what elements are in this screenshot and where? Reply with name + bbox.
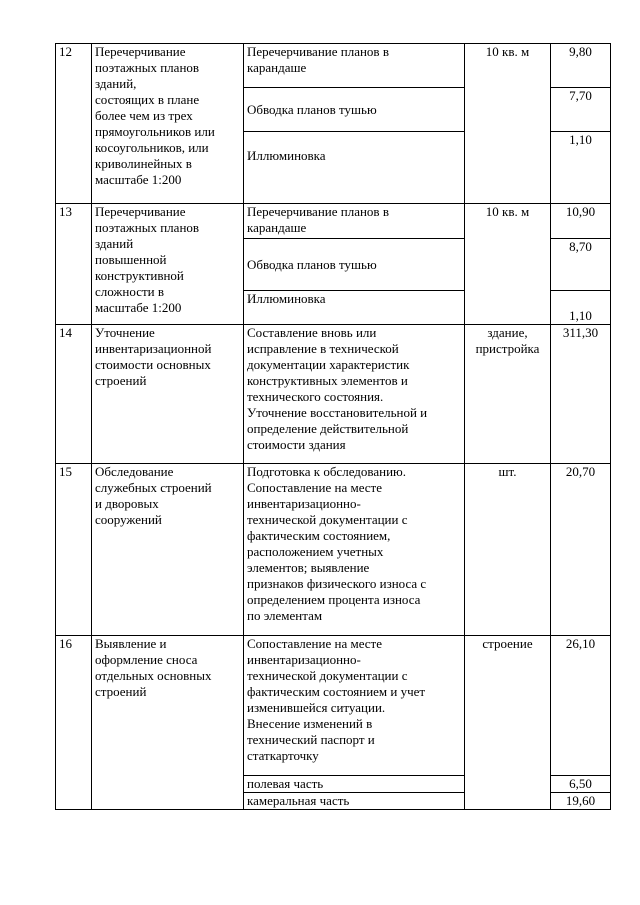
row-number: 12	[56, 44, 92, 204]
row-number: 15	[56, 464, 92, 636]
unit-of-measure: здание, пристройка	[465, 325, 551, 464]
table-row	[56, 464, 611, 636]
work-item: Перечерчивание планов в карандаше	[244, 204, 465, 239]
price-cell: 26,10	[551, 636, 611, 776]
price-cell: 1,10	[551, 291, 611, 325]
work-item: Составление вновь или исправление в технической документации характеристик конструктивных элементов и технического состояния. Уточнение восстановительной и определение действительной стоимости здания	[244, 325, 465, 464]
table-row	[56, 325, 611, 464]
table-row	[56, 636, 611, 776]
work-item: Иллюминовка	[244, 291, 465, 325]
work-description: Обследование служебных строений и дворовых сооружений	[92, 464, 244, 636]
work-item: полевая часть	[244, 776, 465, 793]
row-number: 14	[56, 325, 92, 464]
work-description: Перечерчивание поэтажных планов зданий, состоящих в плане более чем из трех прямоугольников или косоугольников, или криволинейных в масштабе 1:200	[92, 44, 244, 204]
work-description: Уточнение инвентаризационной стоимости основных строений	[92, 325, 244, 464]
unit-of-measure: шт.	[465, 464, 551, 636]
work-description: Перечерчивание поэтажных планов зданий повышенной конструктивной сложности в масштабе 1:200	[92, 204, 244, 325]
price-cell: 311,30	[551, 325, 611, 464]
work-item: камеральная часть	[244, 793, 465, 810]
price-cell: 9,80	[551, 44, 611, 88]
price-cell: 7,70	[551, 88, 611, 132]
row-number: 13	[56, 204, 92, 325]
work-item: Сопоставление на месте инвентаризационно- технической документации с фактическим состоянием и учет изменившейся ситуации. Внесение изменений в технический паспорт и статкарточку	[244, 636, 465, 776]
unit-of-measure: строение	[465, 636, 551, 810]
unit-of-measure: 10 кв. м	[465, 44, 551, 204]
unit-of-measure: 10 кв. м	[465, 204, 551, 325]
table-row	[56, 204, 611, 239]
work-item: Обводка планов тушью	[244, 239, 465, 291]
work-description: Выявление и оформление сноса отдельных основных строений	[92, 636, 244, 810]
work-item: Иллюминовка	[244, 132, 465, 204]
price-cell: 1,10	[551, 132, 611, 204]
row-number: 16	[56, 636, 92, 810]
price-cell: 8,70	[551, 239, 611, 291]
price-cell: 6,50	[551, 776, 611, 793]
work-item: Перечерчивание планов в карандаше	[244, 44, 465, 88]
work-item: Подготовка к обследованию. Сопоставление на месте инвентаризационно- технической документации с фактическим состоянием, расположением учетных элементов; выявление признаков физического износа с определением процента износа по элементам	[244, 464, 465, 636]
tariff-table	[55, 43, 611, 810]
price-cell: 10,90	[551, 204, 611, 239]
price-cell: 20,70	[551, 464, 611, 636]
table-row	[56, 44, 611, 88]
price-cell: 19,60	[551, 793, 611, 810]
work-item: Обводка планов тушью	[244, 88, 465, 132]
